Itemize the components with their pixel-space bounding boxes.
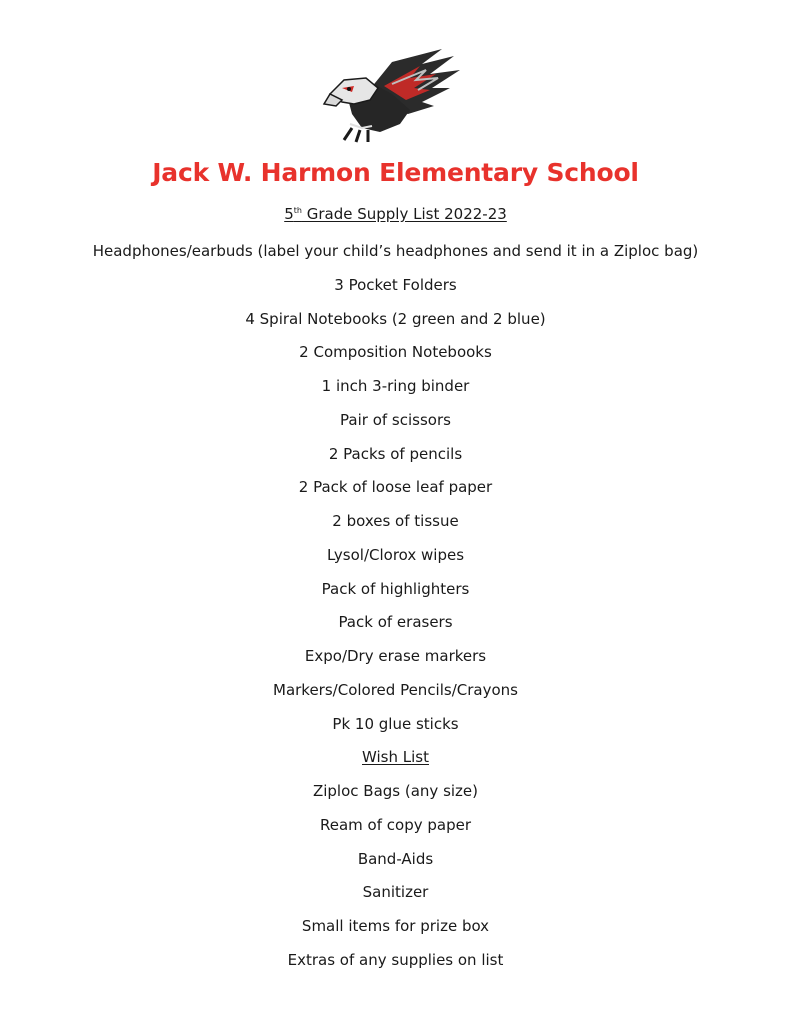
list-item: 2 Composition Notebooks bbox=[299, 343, 492, 362]
list-item: Lysol/Clorox wipes bbox=[326, 545, 465, 564]
list-item: 4 Spiral Notebooks (2 green and 2 blue) bbox=[245, 309, 546, 328]
list-item: 2 Pack of loose leaf paper bbox=[298, 478, 493, 497]
list-item: Pack of highlighters bbox=[321, 579, 470, 598]
page-title: Jack W. Harmon Elementary School bbox=[152, 158, 639, 187]
list-item: Headphones/earbuds (label your child’s headphones and send it in a Ziploc bag) bbox=[92, 242, 699, 260]
wish-list-item: Band-Aids bbox=[357, 849, 434, 868]
wish-list-heading bbox=[0, 746, 791, 780]
list-item: 2 Packs of pencils bbox=[328, 444, 463, 463]
list-item: Pair of scissors bbox=[340, 410, 451, 429]
supply-list-subtitle bbox=[0, 205, 791, 223]
wish-list-item: Ziploc Bags (any size) bbox=[312, 782, 479, 800]
grade-number: 5 bbox=[284, 205, 294, 223]
wish-list-item: Small items for prize box bbox=[301, 917, 490, 935]
wish-list-heading-text: Wish List bbox=[362, 748, 429, 767]
wish-list-item: Extras of any supplies on list bbox=[287, 950, 504, 969]
list-item: Pack of erasers bbox=[338, 613, 453, 632]
list-item: Pk 10 glue sticks bbox=[332, 714, 459, 733]
list-item: Expo/Dry erase markers bbox=[304, 647, 487, 665]
wish-list-item: Ream of copy paper bbox=[320, 815, 471, 834]
hawk-mascot-icon bbox=[322, 44, 464, 144]
list-item: 2 boxes of tissue bbox=[332, 512, 459, 530]
wish-list-item: Sanitizer bbox=[362, 883, 429, 902]
subtitle-text: Grade Supply List 2022-23 bbox=[301, 205, 507, 223]
list-item: 1 inch 3-ring binder bbox=[321, 377, 470, 395]
list-item: 3 Pocket Folders bbox=[334, 275, 457, 294]
grade-ordinal-suffix: th bbox=[293, 206, 302, 215]
list-item: Markers/Colored Pencils/Crayons bbox=[273, 680, 518, 699]
supply-list bbox=[0, 240, 791, 983]
